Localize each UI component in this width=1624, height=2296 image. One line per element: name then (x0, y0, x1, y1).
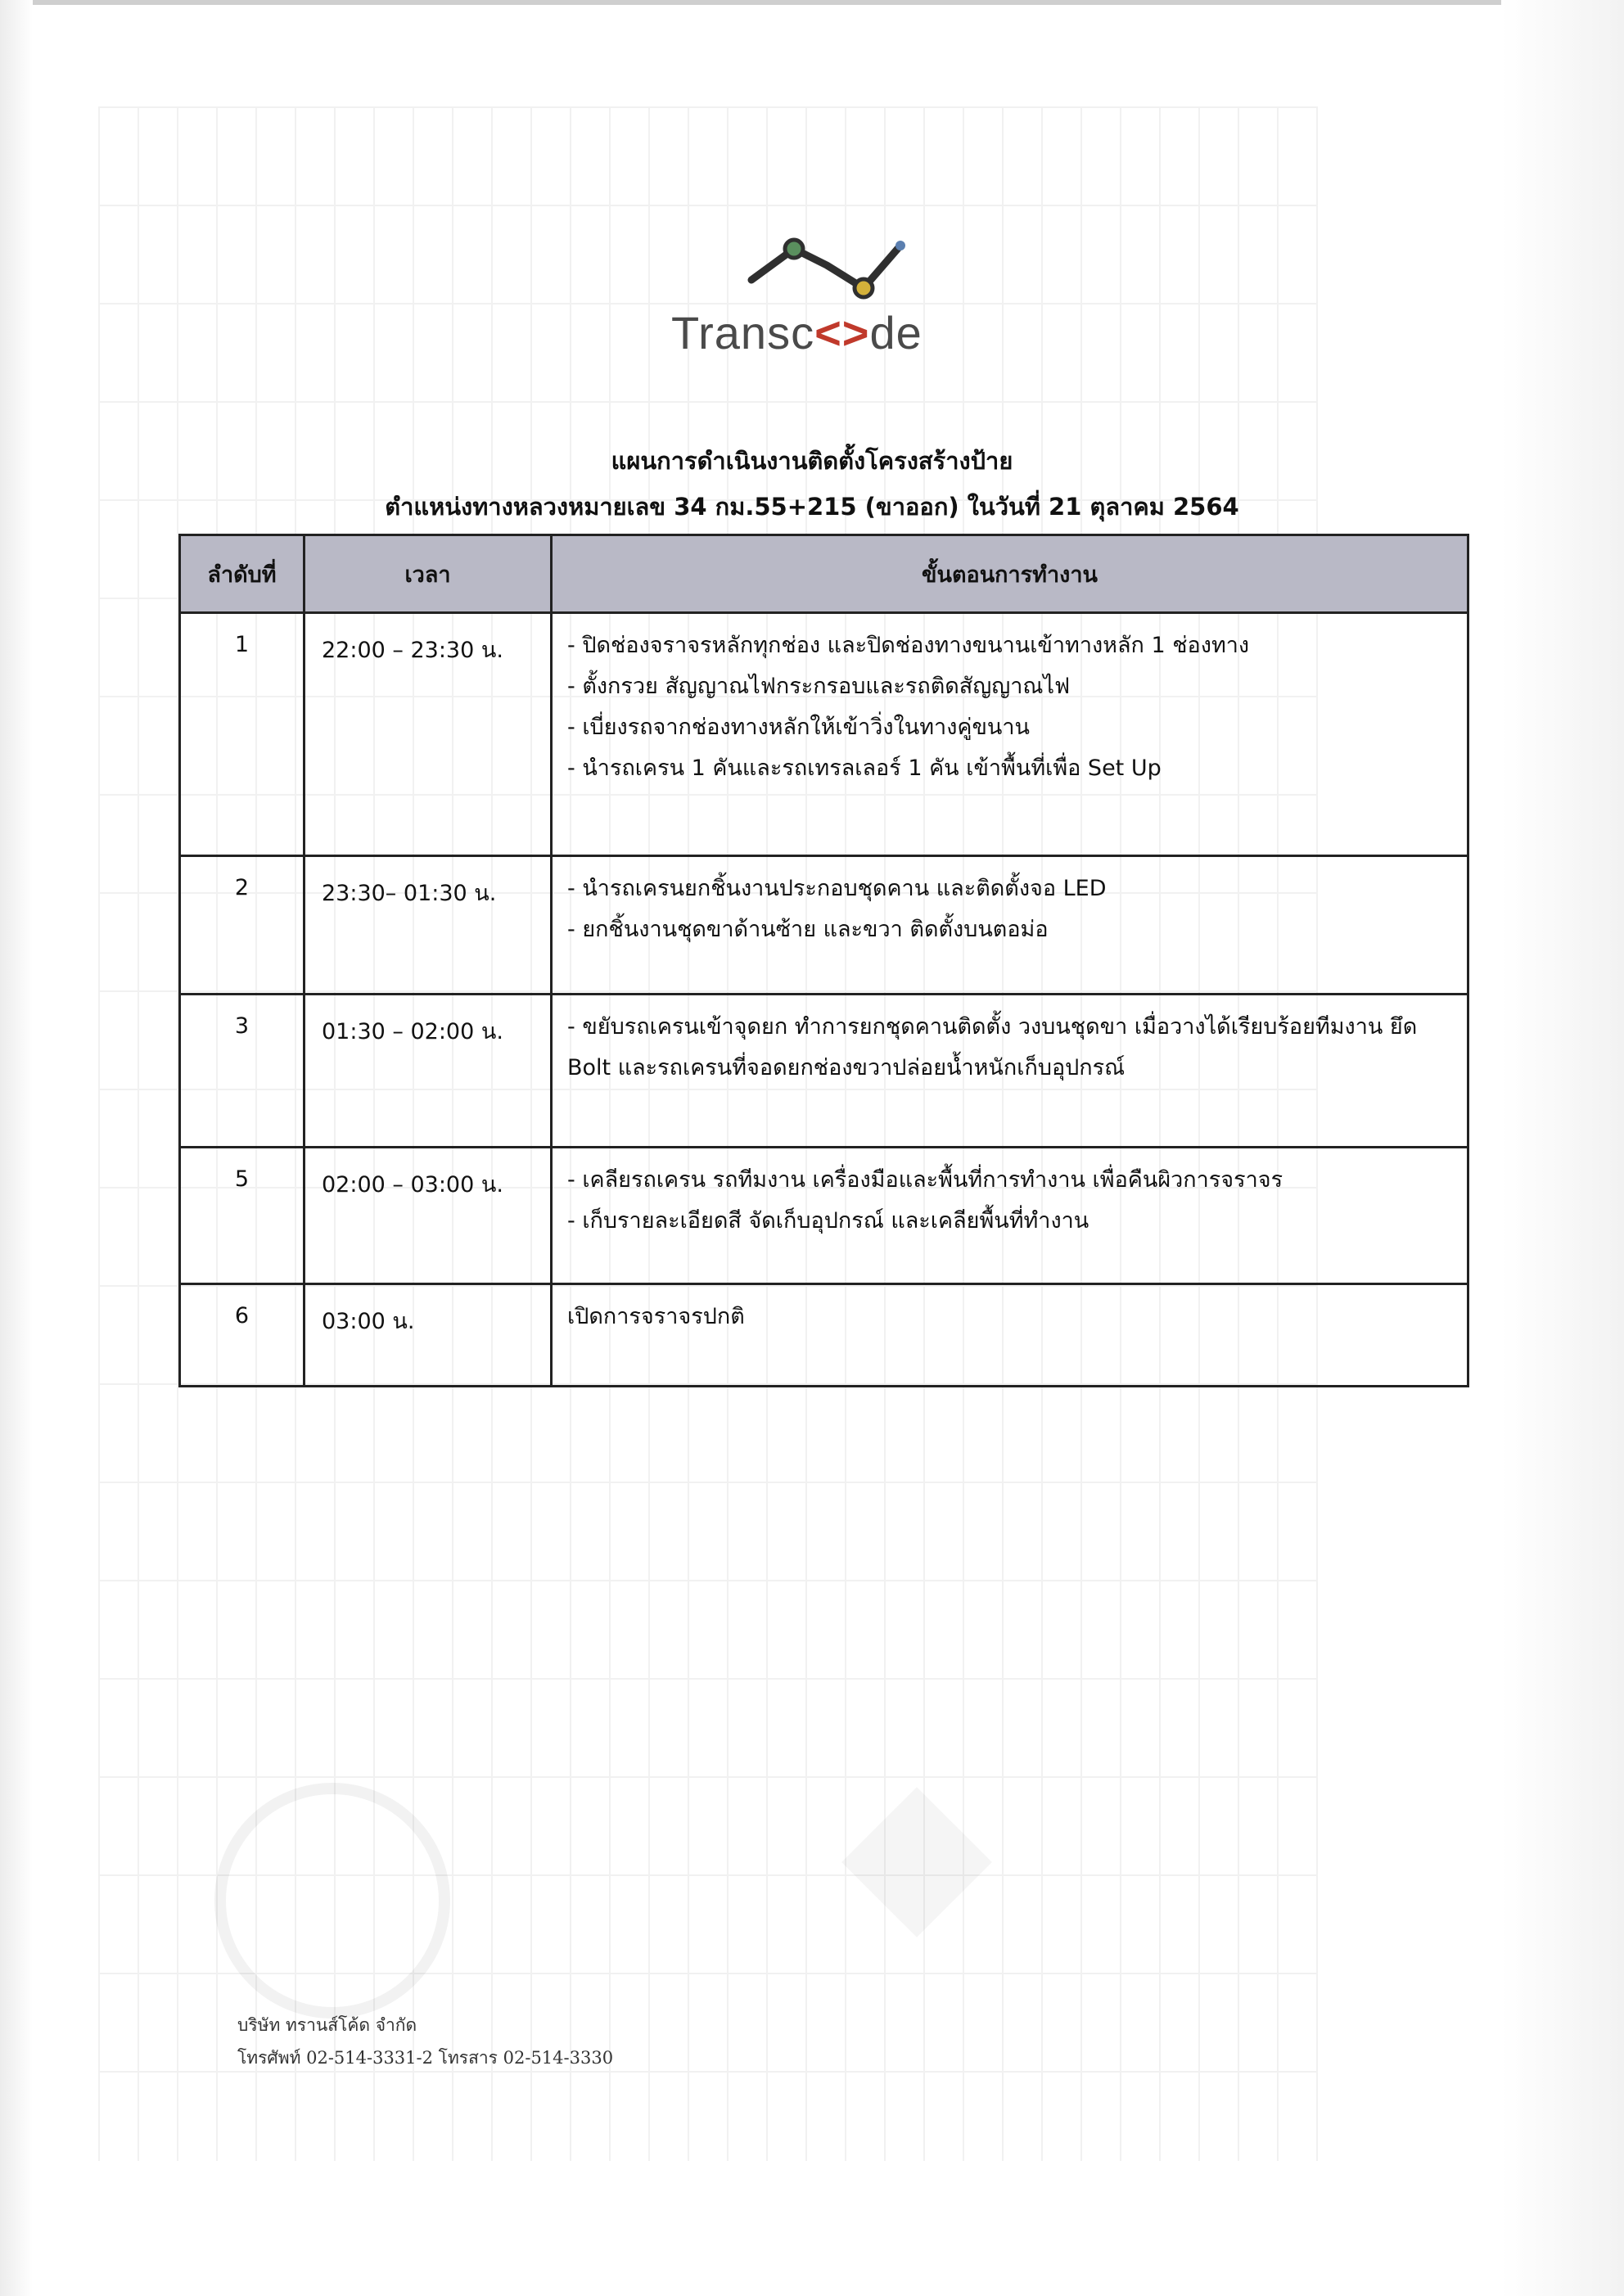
step-text: - เบี่ยงรถจากช่องทางหลักให้เข้าวิ่งในทางคู่ขนาน (567, 715, 1030, 740)
step-text: - เก็บรายละเอียดสี จัดเก็บอุปกรณ์ และเคลียพื้นที่ทำงาน (567, 1208, 1089, 1234)
document-title: แผนการดำเนินงานติดตั้งโครงสร้างป้าย (611, 447, 1013, 475)
row-sequence: 3 (180, 995, 304, 1148)
row-time: 01:30 – 02:00 น. (304, 995, 552, 1148)
footer-company: บริษัท ทรานส์โค้ด จำกัด (237, 2015, 417, 2035)
header-procedure: ขั้นตอนการทำงาน (552, 535, 1468, 613)
row-steps (552, 1284, 1468, 1387)
table-header-row (180, 535, 1468, 613)
row-sequence: 1 (180, 613, 304, 856)
table-row (180, 1148, 1468, 1284)
logo-wordmark (671, 306, 999, 359)
table-row (180, 995, 1468, 1148)
table-row (180, 613, 1468, 856)
logo-wordmark-prefix: Transc (671, 307, 815, 359)
bleed-through-sign-icon (214, 1783, 450, 2019)
step-text: - ยกชิ้นงานชุดขาด้านซ้าย และขวา ติดตั้งบนตอม่อ (567, 917, 1049, 942)
header-time: เวลา (304, 535, 552, 613)
row-steps (552, 1148, 1468, 1284)
row-steps (552, 995, 1468, 1148)
logo-wordmark-suffix: de (869, 307, 923, 359)
header-sequence: ลำดับที่ (180, 535, 304, 613)
step-text: - ขยับรถเครนเข้าจุดยก ทำการยกชุดคานติดตั้ง วงบนชุดขา เมื่อวางได้เรียบร้อยทีมงาน ยึด Bolt และรถเครนที่จอดยกช่องขวาปล่อยน้ำหนักเก็บอุปกรณ์ (567, 1014, 1418, 1080)
logo-wordmark-mark: <> (814, 307, 870, 359)
table-row (180, 1284, 1468, 1387)
step-text: - นำรถเครนยกชิ้นงานประกอบชุดคาน และติดตั้งจอ LED (567, 876, 1107, 901)
logo-graph-icon (745, 231, 909, 304)
scan-shadow-right (1501, 0, 1624, 2296)
row-sequence: 6 (180, 1284, 304, 1387)
document-subtitle: ตำแหน่งทางหลวงหมายเลข 34 กม.55+215 (ขาออก) ในวันที่ 21 ตุลาคม 2564 (385, 493, 1239, 521)
step-text: เปิดการจราจรปกติ (567, 1304, 745, 1329)
step-text: - นำรถเครน 1 คันและรถเทรลเลอร์ 1 คัน เข้าพื้นที่เพื่อ Set Up (567, 756, 1162, 781)
row-time: 22:00 – 23:30 น. (304, 613, 552, 856)
step-text: - ตั้งกรวย สัญญาณไฟกระกรอบและรถติดสัญญาณไฟ (567, 674, 1071, 699)
step-text: - ปิดช่องจราจรหลักทุกช่อง และปิดช่องทางขนานเข้าทางหลัก 1 ช่องทาง (567, 633, 1250, 658)
footer-contact: โทรศัพท์ 02-514-3331-2 โทรสาร 02-514-3330 (237, 2048, 614, 2068)
row-sequence: 5 (180, 1148, 304, 1284)
scan-shadow-left (0, 0, 33, 2296)
work-schedule-table (178, 534, 1469, 1387)
row-steps (552, 613, 1468, 856)
table-row (180, 856, 1468, 995)
row-time: 03:00 น. (304, 1284, 552, 1387)
row-time: 02:00 – 03:00 น. (304, 1148, 552, 1284)
step-text: - เคลียรถเครน รถทีมงาน เครื่องมือและพื้นที่การทำงาน เพื่อคืนผิวการจราจร (567, 1167, 1283, 1193)
row-time: 23:30– 01:30 น. (304, 856, 552, 995)
scan-top-edge (0, 0, 1624, 5)
row-sequence: 2 (180, 856, 304, 995)
company-logo (655, 231, 999, 362)
row-steps (552, 856, 1468, 995)
